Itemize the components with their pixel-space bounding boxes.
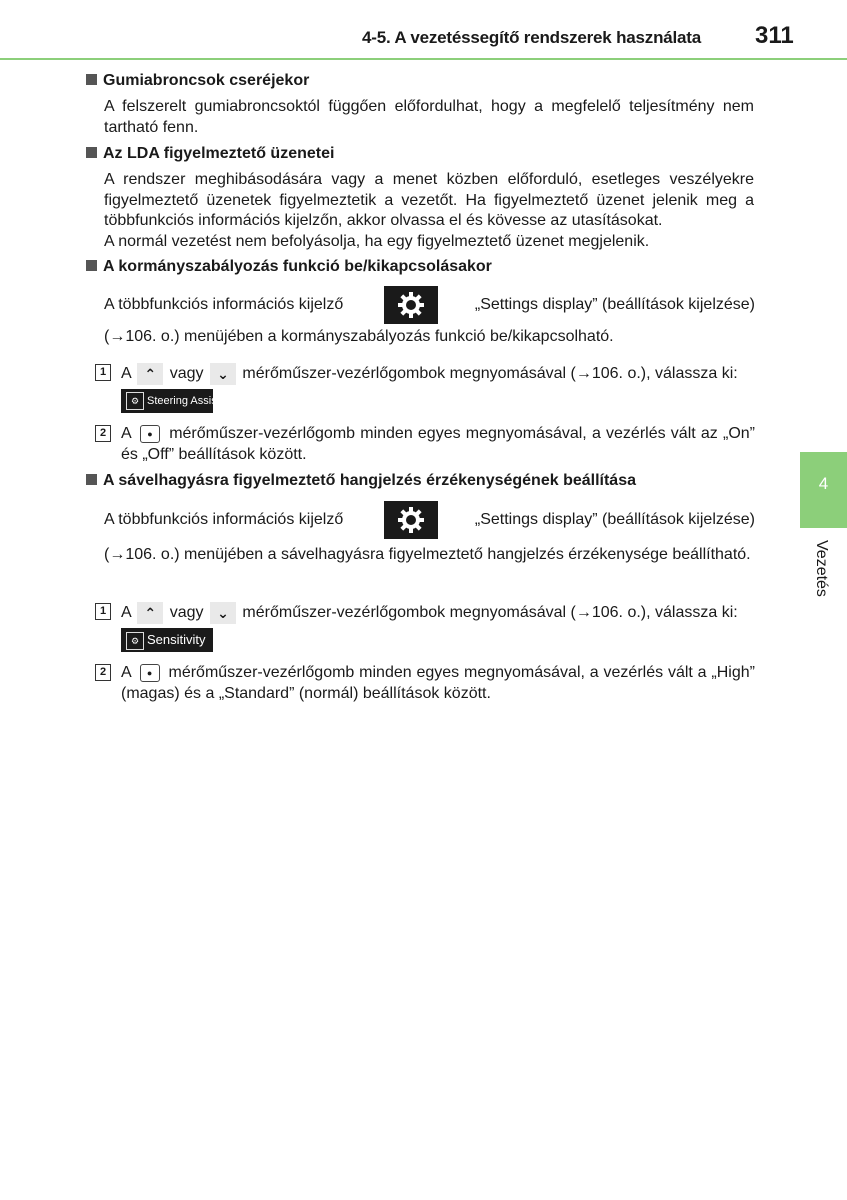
enter-switch-icon: ● — [140, 425, 160, 443]
bullet-square-icon — [86, 474, 97, 485]
chevron-up-icon: ⌃ — [137, 602, 163, 624]
header-divider — [0, 58, 847, 60]
sensitivity-icon: ⚙ — [126, 632, 144, 650]
steering-assist-icon: ⚙ — [126, 392, 144, 410]
intro-right: „Settings display” (beállítások kijelzése) — [474, 511, 755, 528]
intro-right: „Settings display” (beállítások kijelzése) — [474, 296, 755, 313]
section-heading: A sávelhagyásra figyelmeztető hangjelzés érzékenységének beállítása — [86, 472, 636, 490]
steering-assist-display-item: ⚙ Steering Assist — [121, 389, 213, 413]
intro-line2: (→106. o.) menüjében a kormányszabályozás funkció be/kikapcsolható. — [104, 328, 614, 345]
step-number: 1 — [95, 364, 111, 381]
intro-line2: (→106. o.) menüjében a sávelhagyásra figyelmeztető hangjelzés érzékenysége beállítható. — [104, 546, 751, 563]
section-heading: Gumiabroncsok cseréjekor — [86, 72, 309, 90]
section-body: A felszerelt gumiabroncsoktól függően előfordulhat, hogy a megfelelő teljesítmény nem tartható fenn. — [104, 98, 754, 136]
step-number: 1 — [95, 603, 111, 620]
intro-left: A többfunkciós információs kijelző — [104, 296, 344, 313]
step-text: A ● mérőműszer-vezérlőgomb minden egyes megnyomásával, a vezérlés vált az „On” és „Off” beállítások között. — [121, 425, 755, 463]
enter-switch-icon: ● — [140, 664, 160, 682]
chapter-label: Vezetés — [813, 540, 830, 597]
step-text: A ● mérőműszer-vezérlőgomb minden egyes megnyomásával, a vezérlés vált a „High” (magas) és a „Standard” (normál) beállítások között. — [121, 664, 755, 702]
intro-left: A többfunkciós információs kijelző — [104, 511, 344, 528]
section-body: A normál vezetést nem befolyásolja, ha egy figyelmeztető üzenet megjelenik. — [104, 233, 650, 250]
gear-icon — [384, 286, 438, 324]
page-header-title: 4-5. A vezetéssegítő rendszerek használata — [362, 28, 701, 47]
step-text: A ⌃ vagy ⌄ mérőműszer-vezérlőgombok megnyomásával (→106. o.), válassza ki: — [121, 602, 755, 624]
page-number: 311 — [755, 22, 794, 49]
bullet-square-icon — [86, 74, 97, 85]
step-number: 2 — [95, 664, 111, 681]
chevron-down-icon: ⌄ — [210, 363, 236, 385]
chevron-down-icon: ⌄ — [210, 602, 236, 624]
section-body: A rendszer meghibásodására vagy a menet közben előforduló, esetleges veszélyekre figyelmeztető üzenetek figyelmeztetik a vezetőt. Ha figyelmeztető üzenet jelenik meg a többfunkciós információs kijelzőn, akkor olvassa el és kövesse az utasításokat. — [104, 171, 754, 230]
step-number: 2 — [95, 425, 111, 442]
section-heading: A kormányszabályozás funkció be/kikapcsolásakor — [86, 258, 492, 276]
chapter-tab: 4 — [800, 452, 847, 528]
gear-icon — [384, 501, 438, 539]
bullet-square-icon — [86, 147, 97, 158]
step-text: A ⌃ vagy ⌄ mérőműszer-vezérlőgombok megnyomásával (→106. o.), válassza ki: — [121, 363, 755, 385]
chevron-up-icon: ⌃ — [137, 363, 163, 385]
sensitivity-display-item: ⚙ Sensitivity — [121, 628, 213, 652]
section-heading: Az LDA figyelmeztető üzenetei — [86, 145, 334, 163]
bullet-square-icon — [86, 260, 97, 271]
